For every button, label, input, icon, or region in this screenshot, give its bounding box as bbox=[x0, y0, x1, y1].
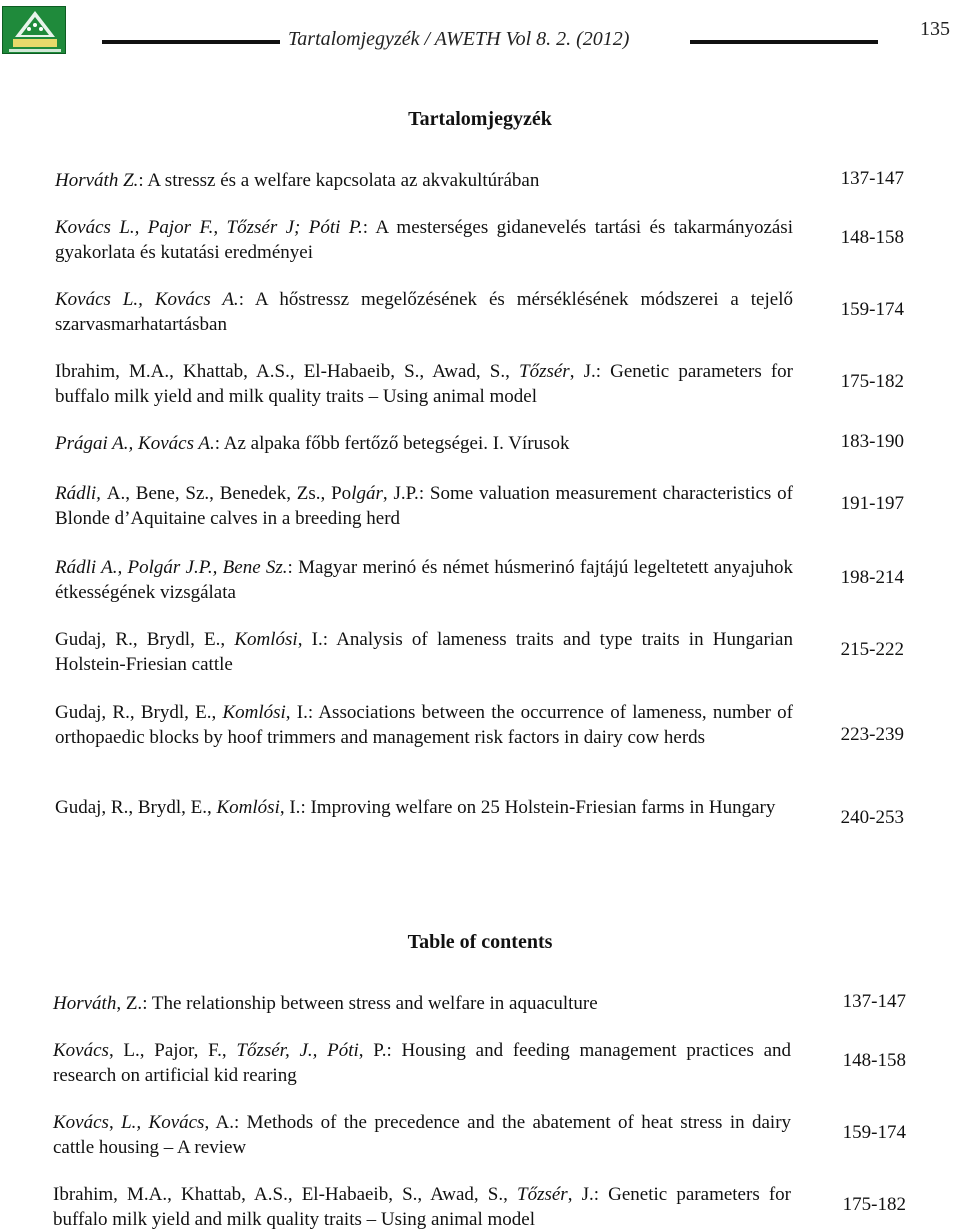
entry-text bbox=[55, 700, 793, 750]
entry-pages: 159-174 bbox=[840, 299, 904, 320]
toc-entry[interactable] bbox=[55, 700, 960, 750]
entry-text bbox=[55, 431, 793, 456]
entry-pages: 137-147 bbox=[842, 991, 906, 1012]
entry-pages: 159-174 bbox=[842, 1122, 906, 1143]
section-title-hu: Tartalomjegyzék bbox=[408, 108, 552, 130]
toc-entry[interactable] bbox=[55, 627, 960, 677]
entry-title: : Genetic parameters for buffalo milk yield and milk quality traits – Using animal model bbox=[53, 1184, 792, 1230]
entry-pages: 148-158 bbox=[842, 1050, 906, 1071]
page-header bbox=[0, 0, 960, 70]
header-rule-left bbox=[102, 40, 280, 44]
entry-pages: 148-158 bbox=[840, 227, 904, 248]
journal-logo-graphic bbox=[3, 7, 66, 54]
entry-authors: Kovács, L., Kovács, A. bbox=[53, 1112, 235, 1133]
entry-title: : The relationship between stress and welfare in aquaculture bbox=[142, 993, 598, 1014]
entry-title: : A hőstressz megelőzésének és mérséklésének módszerei a tejelő szarvasmarhatartásban bbox=[55, 289, 793, 335]
toc-entry[interactable] bbox=[55, 287, 960, 337]
header-rule-right bbox=[690, 40, 878, 44]
entry-title: : Improving welfare on 25 Holstein-Friesian farms in Hungary bbox=[300, 797, 776, 818]
entry-text bbox=[55, 555, 793, 605]
entry-text bbox=[53, 1182, 791, 1232]
entry-authors: Kovács L., Kovács A. bbox=[55, 289, 239, 310]
entry-text bbox=[55, 359, 793, 409]
toc-entry[interactable] bbox=[55, 215, 960, 265]
entry-authors: Gudaj, R., Brydl, E., Komlósi, I. bbox=[55, 629, 323, 650]
entry-authors: Rádli A., Polgár J.P., Bene Sz. bbox=[55, 557, 288, 578]
toc-entry[interactable] bbox=[55, 168, 960, 193]
entry-pages: 198-214 bbox=[840, 567, 904, 588]
entry-title: : Az alpaka főbb fertőző betegségei. I. Vírusok bbox=[214, 433, 570, 454]
running-title: Tartalomjegyzék / AWETH Vol 8. 2. (2012) bbox=[288, 28, 630, 50]
entry-authors: Rádli, A., Bene, Sz., Benedek, Zs., Polgár, J.P. bbox=[55, 483, 419, 504]
entry-authors: Ibrahim, M.A., Khattab, A.S., El-Habaeib, S., Awad, S., Tőzsér, J. bbox=[55, 361, 596, 382]
toc-entry[interactable] bbox=[55, 481, 960, 531]
entry-authors: Gudaj, R., Brydl, E., Komlósi, I. bbox=[55, 797, 301, 818]
page-number: 135 bbox=[920, 18, 950, 40]
toc-entry[interactable] bbox=[55, 555, 960, 605]
entry-pages: 175-182 bbox=[840, 371, 904, 392]
entry-title: : A stressz és a welfare kapcsolata az akvakultúrában bbox=[138, 170, 540, 191]
entry-authors: Kovács, L., Pajor, F., Tőzsér, J., Póti, P. bbox=[53, 1040, 387, 1061]
entry-pages: 240-253 bbox=[840, 807, 904, 828]
entry-authors: Horváth, Z. bbox=[53, 993, 143, 1014]
toc-entry[interactable] bbox=[53, 1182, 958, 1232]
entry-authors: Prágai A., Kovács A. bbox=[55, 433, 215, 454]
entry-text bbox=[55, 287, 793, 337]
entry-title: : Housing and feeding management practices and research on artificial kid rearing bbox=[53, 1040, 792, 1086]
entry-title: : Genetic parameters for buffalo milk yield and milk quality traits – Using animal model bbox=[55, 361, 794, 407]
journal-logo-icon bbox=[2, 6, 66, 54]
entry-text bbox=[55, 481, 793, 531]
entry-authors: Horváth Z. bbox=[55, 170, 139, 191]
entry-text bbox=[53, 991, 791, 1016]
entry-pages: 183-190 bbox=[840, 431, 904, 452]
entry-authors: Ibrahim, M.A., Khattab, A.S., El-Habaeib, S., Awad, S., Tőzsér, J. bbox=[53, 1184, 594, 1205]
entry-title: : Methods of the precedence and the abatement of heat stress in dairy cattle housing – A review bbox=[53, 1112, 792, 1158]
entry-text bbox=[55, 627, 793, 677]
toc-entry[interactable] bbox=[55, 795, 960, 828]
entry-text bbox=[53, 1038, 791, 1088]
entry-pages: 137-147 bbox=[840, 168, 904, 189]
entry-title: : Analysis of lameness traits and type traits in Hungarian Holstein-Friesian cattle bbox=[55, 629, 793, 675]
entry-text bbox=[55, 795, 793, 820]
entry-pages: 215-222 bbox=[840, 639, 904, 660]
toc-entry[interactable] bbox=[53, 1110, 958, 1160]
section-title-en: Table of contents bbox=[407, 931, 553, 953]
entry-text bbox=[55, 215, 793, 265]
entry-authors: Kovács L., Pajor F., Tőzsér J; Póti P. bbox=[55, 217, 363, 238]
entry-title: : Associations between the occurrence of lameness, number of orthopaedic blocks by hoof trimmers and management risk factors in dairy cow herds bbox=[55, 702, 793, 748]
entry-text bbox=[53, 1110, 791, 1160]
entry-title: : A mesterséges gidanevelés tartási és takarmányozási gyakorlata és kutatási eredményei bbox=[55, 217, 793, 263]
entry-authors: Gudaj, R., Brydl, E., Komlósi, I. bbox=[55, 702, 308, 723]
toc-entry[interactable] bbox=[55, 431, 960, 456]
entry-pages: 223-239 bbox=[840, 724, 904, 745]
toc-entry[interactable] bbox=[53, 1038, 958, 1088]
entry-text bbox=[55, 168, 793, 193]
toc-entry[interactable] bbox=[55, 359, 960, 409]
toc-entry[interactable] bbox=[53, 991, 958, 1016]
entry-title: : Magyar merinó és német húsmerinó fajtájú legeltetett anyajuhok étkességének vizsgálata bbox=[55, 557, 793, 603]
entry-pages: 191-197 bbox=[840, 493, 904, 514]
entry-title: : Some valuation measurement characteristics of Blonde d’Aquitaine calves in a breeding herd bbox=[55, 483, 793, 529]
entry-pages: 175-182 bbox=[842, 1194, 906, 1215]
